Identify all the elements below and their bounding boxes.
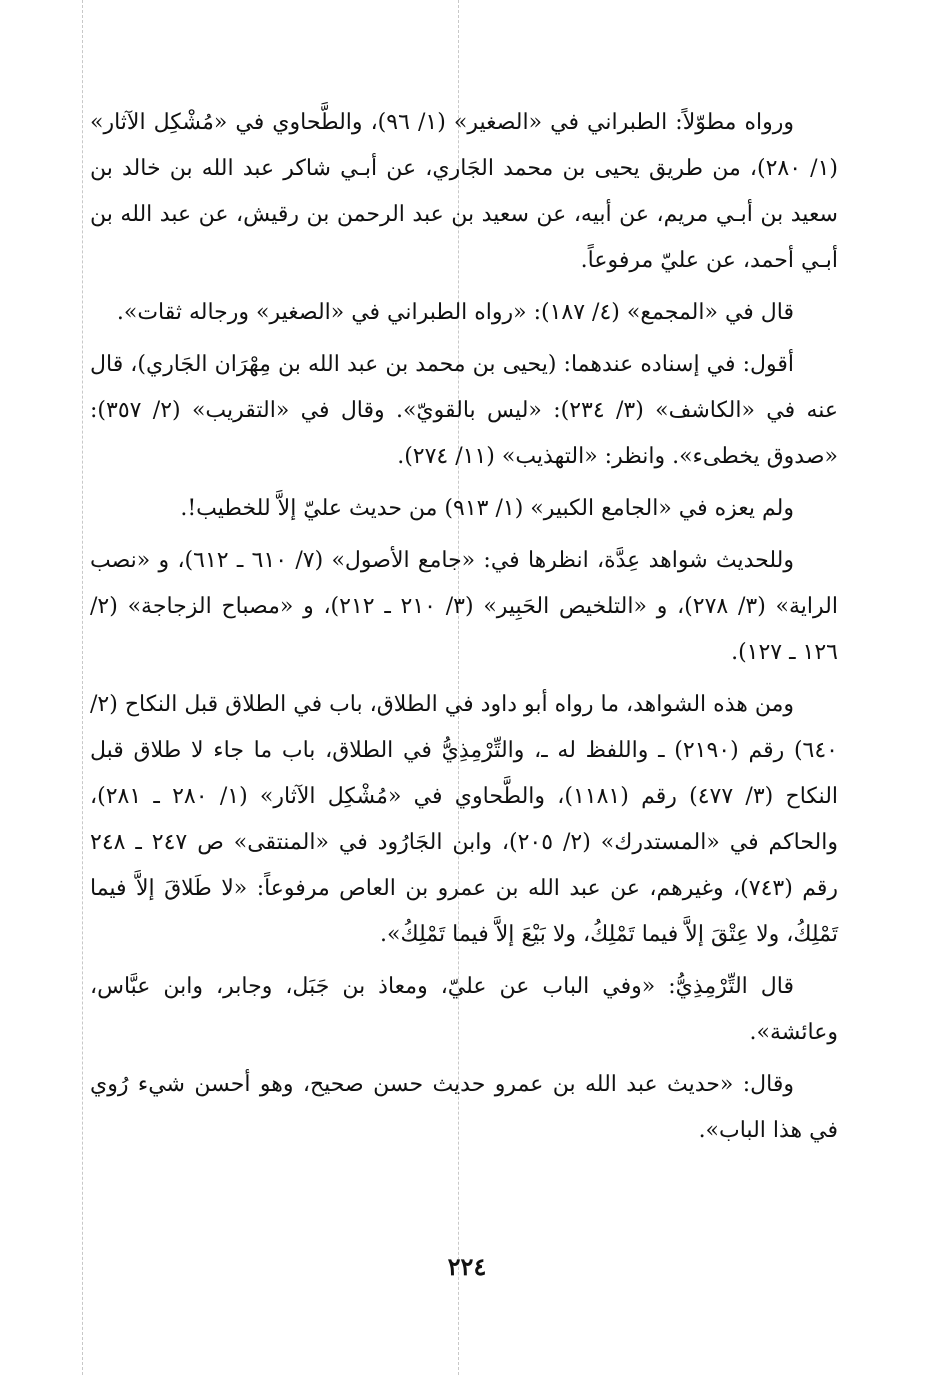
page-number: ٢٢٤ xyxy=(447,1252,487,1281)
paragraph-jami-kabir: ولم يعزه في «الجامع الكبير» (١/ ٩١٣) من حديث عليّ إلاَّ للخطيب!. xyxy=(180,496,794,521)
paragraph-majma-quote: قال في «المجمع» (٤/ ١٨٧): «رواه الطبراني في «الصغير» ورجاله ثقات». xyxy=(116,300,794,325)
paragraph-tirmidhi-grading: وقال: «حديث عبد الله بن عمرو حديث حسن صحيح، وهو أحسن شيء رُوي في هذا الباب». xyxy=(90,1072,838,1143)
scan-fold-line-left xyxy=(82,0,83,1375)
paragraph-tabarani-narration: ورواه مطوّلاً: الطبراني في «الصغير» (١/ ٩٦)، والطَّحاوي في «مُشْكِل الآثار» (١/ ٢٨٠)، من طريق يحيى بن محمد الجَاري، عن أبـي شاكر عبد الله بن خالد بن سعيد بن أبـي مريم، عن أبيه، عن سعيد بن عبد الرحمن بن رقيش، عن عبد الله بن أبـي أحمد، عن عليّ مرفوعاً. xyxy=(90,110,839,273)
body-text xyxy=(90,100,838,1160)
paragraph-abu-dawud: ومن هذه الشواهد، ما رواه أبو داود في الطلاق، باب في الطلاق قبل النكاح (٢/ ٦٤٠) رقم (٢١٩٠) ـ واللفظ له ـ، والتِّرْمِذِيُّ في الطلاق، باب ما جاء لا طلاق قبل النكاح (٣/ ٤٧٧) رقم (١١٨١)، والطَّحاوي في «مُشْكِل الآثار» (١/ ٢٨٠ ـ ٢٨١)، والحاكم في «المستدرك» (٢/ ٢٠٥)، وابن الجَارُود في «المنتقى» ص ٢٤٧ ـ ٢٤٨ رقم (٧٤٣)، وغيرهم، عن عبد الله بن عمرو بن العاص مرفوعاً: «لا طَلاقَ إلاَّ فيما تَمْلِكُ، ولا عِتْقَ إلاَّ فيما تَمْلِكُ، ولا بَيْعَ إلاَّ فيما تَمْلِكُ». xyxy=(90,692,839,947)
paragraph-shawahid: وللحديث شواهد عِدَّة، انظرها في: «جامع الأصول» (٧/ ٦١٠ ـ ٦١٢)، و «نصب الراية» (٣/ ٢٧٨)، و «التلخيص الحَبِير» (٣/ ٢١٠ ـ ٢١٢)، و «مصباح الزجاجة» (٢/ ١٢٦ ـ ١٢٧). xyxy=(90,548,838,665)
paragraph-isnad-critique: أقول: في إسناده عندهما: (يحيى بن محمد بن عبد الله بن مِهْرَان الجَاري)، قال عنه في «الكاشف» (٣/ ٢٣٤): «ليس بالقويّ». وقال في «التقريب» (٢/ ٣٥٧): «صدوق يخطىء». وانظر: «التهذيب» (١١/ ٢٧٤). xyxy=(90,352,839,469)
paragraph-tirmidhi-bab: قال التِّرْمِذِيُّ: «وفي الباب عن عليّ، ومعاذ بن جَبَل، وجابر، وابن عبَّاس، وعائشة». xyxy=(90,974,838,1045)
